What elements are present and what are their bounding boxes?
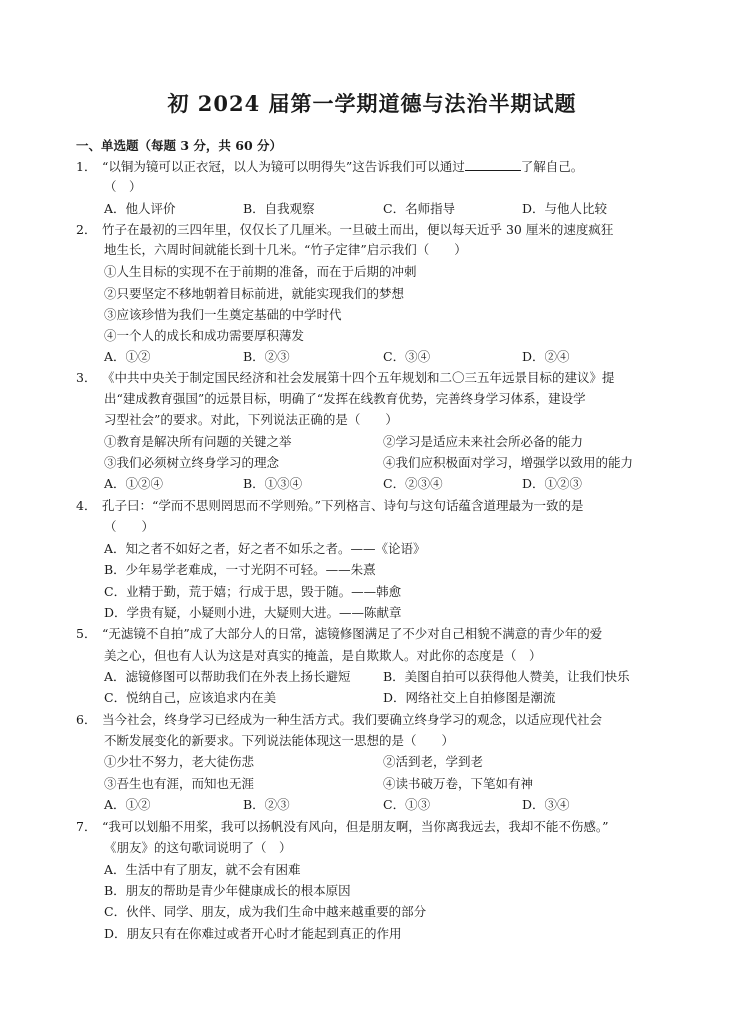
question-number: 4． [76, 498, 97, 513]
option-a: A．①②④ [104, 476, 164, 491]
option-d: D．学贵有疑，小疑则小进，大疑则大进。——陈献章 [104, 605, 402, 620]
question-text: “我可以划船不用桨，我可以扬帆没有风向，但是朋友啊，当你离我远去，我却不能不伤感。” [102, 819, 609, 834]
option-b: B．少年易学老难成，一寸光阴不可轻。——朱熹 [104, 562, 376, 577]
option-c: C．悦纳自己，应该追求内在美 [104, 690, 277, 705]
statement-2: ②只要坚定不移地朝着目标前进，就能实现我们的梦想 [104, 286, 405, 301]
statement-4: ④读书破万卷，下笔如有神 [383, 776, 534, 791]
statement-3: ③应该珍惜为我们一生奠定基础的中学时代 [104, 307, 342, 322]
statement-1: ①教育是解决所有问题的关键之举 [104, 434, 292, 449]
question-text: 当今社会，终身学习已经成为一种生活方式。我们要确立终身学习的观念，以适应现代社会 [102, 712, 603, 727]
answer-blank [465, 158, 521, 171]
option-d: D．②④ [522, 349, 570, 364]
option-b: B．②③ [243, 797, 290, 812]
answer-paren: （ ） [104, 179, 142, 194]
option-a: A．生活中有了朋友，就不会有困难 [104, 862, 301, 877]
option-b: B．①③④ [243, 476, 303, 491]
question-number: 2． [76, 222, 97, 237]
question-text: 竹子在最初的三四年里，仅仅长了几厘米。一旦破土而出，便以每天近乎 30 厘米的速度疯狂 [102, 222, 614, 237]
question-number: 1． [76, 159, 97, 174]
question-text: 出“建成教育强国”的远景目标，明确了“发挥在线教育优势，完善终身学习体系，建设学 [104, 391, 586, 406]
option-c: C．名师指导 [383, 201, 456, 216]
question-text: 地生长，六周时间就能长到十几米。“竹子定律”启示我们（ ） [104, 242, 467, 257]
question-text: 习型社会”的要求。对此，下列说法正确的是（ ） [104, 412, 398, 427]
option-a: A．①② [104, 797, 151, 812]
option-a: A．知之者不如好之者，好之者不如乐之者。——《论语》 [104, 541, 426, 556]
option-d: D．与他人比较 [522, 201, 608, 216]
question-text: 《朋友》的这句歌词说明了（ ） [104, 840, 292, 855]
option-d: D．③④ [522, 797, 570, 812]
option-c: C．业精于勤，荒于嬉；行成于思，毁于随。——韩愈 [104, 584, 402, 599]
section-heading: 一、单选题（每题 3 分，共 60 分） [76, 138, 283, 153]
question-text: “以铜为镜可以正衣冠，以人为镜可以明得失”这告诉我们可以通过 [102, 159, 465, 174]
question-text: 美之心，但也有人认为这是对真实的掩盖，是自欺欺人。对此你的态度是（ ） [104, 648, 542, 663]
option-b: B．自我观察 [243, 201, 315, 216]
question-text: 孔子曰：“学而不思则罔思而不学则殆。”下列格言、诗句与这句话蕴含道理最为一致的是 [102, 498, 584, 513]
question-number: 5． [76, 626, 97, 641]
option-a: A．滤镜修图可以帮助我们在外表上扬长避短 [104, 669, 351, 684]
statement-1: ①少壮不努力，老大徒伤悲 [104, 754, 255, 769]
option-c: C．①③ [383, 797, 431, 812]
question-text: 不断发展变化的新要求。下列说法能体现这一思想的是（ ） [104, 733, 455, 748]
question-number: 3． [76, 370, 97, 385]
question-number: 6． [76, 712, 97, 727]
question-number: 7． [76, 819, 97, 834]
option-b: B．朋友的帮助是青少年健康成长的根本原因 [104, 883, 351, 898]
option-d: D．朋友只有在你难过或者开心时才能起到真正的作用 [104, 926, 402, 941]
option-a: A．①② [104, 349, 151, 364]
question-text: 了解自己。 [520, 159, 584, 174]
page-title: 初 2024 届第一学期道德与法治半期试题 [167, 91, 577, 116]
option-c: C．②③④ [383, 476, 443, 491]
question-text: 《中共中央关于制定国民经济和社会发展第十四个五年规划和二〇三五年远景目标的建议》提 [102, 370, 615, 385]
statement-2: ②活到老，学到老 [383, 754, 484, 769]
answer-paren: （ ） [104, 519, 155, 534]
option-b: B．美图自拍可以获得他人赞美，让我们快乐 [383, 669, 630, 684]
statement-4: ④我们应积极面对学习，增强学以致用的能力 [383, 455, 634, 470]
option-c: C．伙伴、同学、朋友，成为我们生命中越来越重要的部分 [104, 904, 427, 919]
statement-3: ③吾生也有涯，而知也无涯 [104, 776, 255, 791]
statement-2: ②学习是适应未来社会所必备的能力 [383, 434, 584, 449]
option-a: A．他人评价 [104, 201, 176, 216]
option-b: B．②③ [243, 349, 290, 364]
option-d: D．①②③ [522, 476, 583, 491]
statement-1: ①人生目标的实现不在于前期的准备，而在于后期的冲刺 [104, 264, 417, 279]
option-d: D．网络社交上自拍修图是潮流 [383, 690, 556, 705]
question-text: “无滤镜不自拍”成了大部分人的日常，滤镜修图满足了不少对自己相貌不满意的青少年的爱 [102, 626, 603, 641]
option-c: C．③④ [383, 349, 431, 364]
statement-4: ④一个人的成长和成功需要厚积薄发 [104, 328, 305, 343]
statement-3: ③我们必须树立终身学习的理念 [104, 455, 280, 470]
